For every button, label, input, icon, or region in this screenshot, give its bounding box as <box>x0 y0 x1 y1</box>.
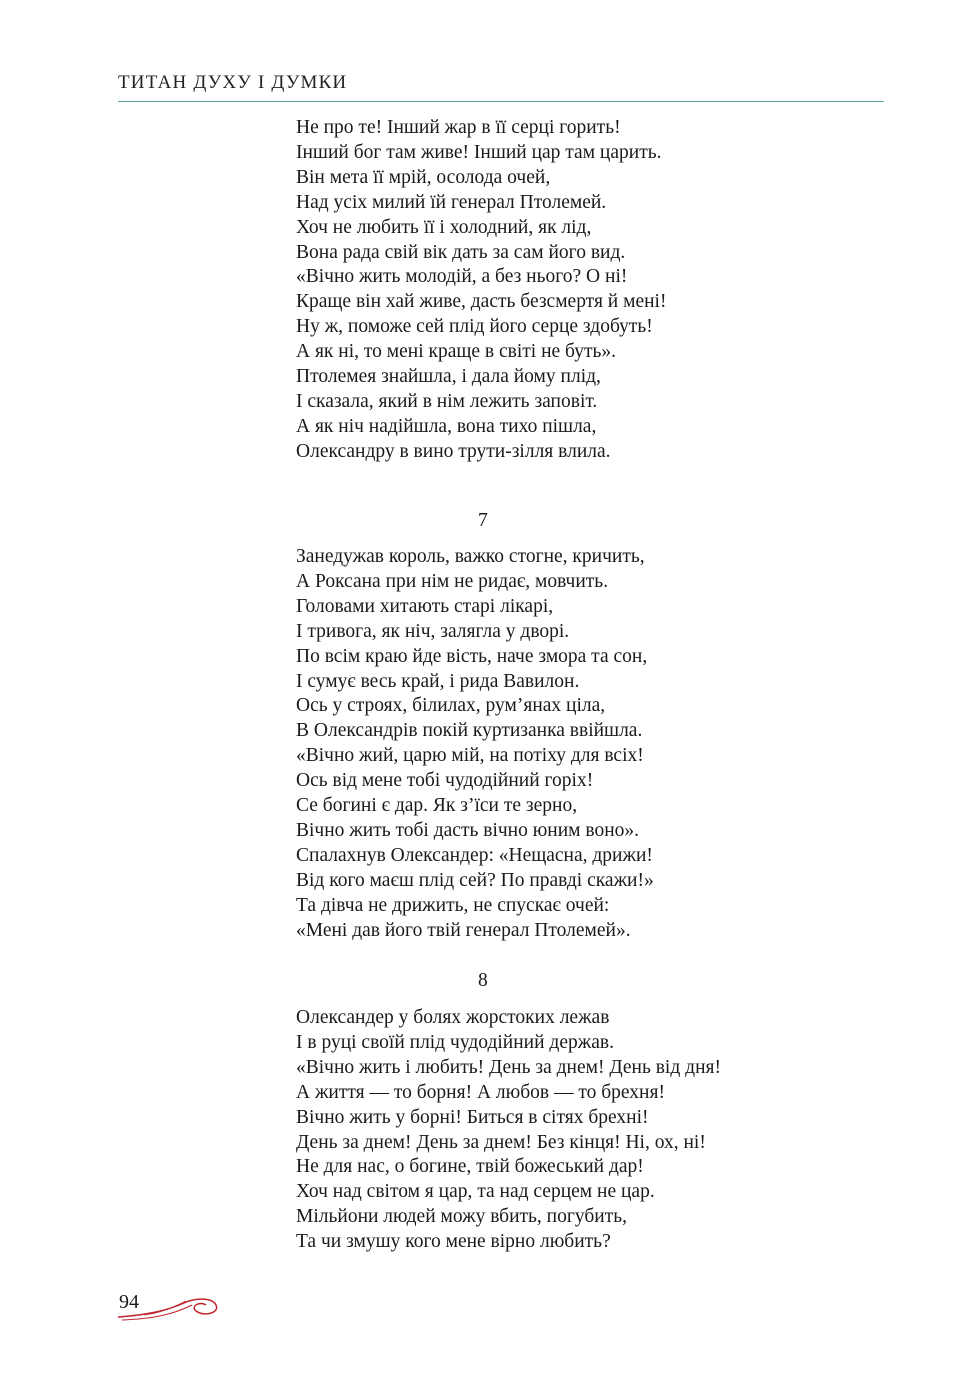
verse-line: «Вічно жить і любить! День за днем! День від дня! <box>296 1056 721 1078</box>
verse-line: Занедужав король, важко стогне, кричить, <box>296 546 645 567</box>
header-divider <box>118 101 884 102</box>
verse-line: І сказала, який в нім лежить заповіт. <box>296 390 598 412</box>
verse-line: Не про те! Інший жар в її серці горить! <box>296 117 621 138</box>
verse-line: «Мені дав його твій генерал Птолемей». <box>296 919 631 941</box>
verse-line: Мільйони людей можу вбить, погубить, <box>296 1206 628 1228</box>
verse-line: «Вічно жий, царю мій, на потіху для всіх! <box>296 745 644 767</box>
stanza-6-continued <box>296 116 666 465</box>
verse-line: Вічно жить тобі дасть вічно юним воно». <box>296 819 640 841</box>
verse-line: Над усіх милий їй генерал Птолемей. <box>296 191 607 213</box>
verse-line: Хоч над світом я цар, та над серцем не цар. <box>296 1181 655 1203</box>
verse-line: В Олександрів покій куртизанка ввійшла. <box>296 720 643 742</box>
verse-line: Не для нас, о богине, твій божеський дар! <box>296 1156 644 1178</box>
verse-line: Хоч не любить її і холодний, як лід, <box>296 216 592 238</box>
verse-line: Від кого маєш плід сей? По правді скажи!» <box>296 869 654 891</box>
verse-line: Ну ж, поможе сей плід його серце здобуть! <box>296 316 653 338</box>
verse-line: Птолемея знайшла, і дала йому плід, <box>296 366 601 388</box>
verse-line: По всім краю йде вість, наче змора та сон, <box>296 645 648 667</box>
stanza-8 <box>296 1006 721 1255</box>
verse-line: А життя — то борня! А любов — то брехня! <box>296 1081 665 1103</box>
verse-line: Він мета її мрій, осолода очей, <box>296 166 551 188</box>
stanza-7 <box>296 545 654 944</box>
verse-line: «Вічно жить молодій, а без нього? О ні! <box>296 266 628 288</box>
verse-line: День за днем! День за днем! Без кінця! Ні, ох, ні! <box>296 1131 706 1153</box>
verse-line: А Роксана при нім не ридає, мовчить. <box>296 570 609 592</box>
verse-line: Вона рада свій вік дать за сам його вид. <box>296 241 626 263</box>
verse-line: Олександер у болях жорстоких лежав <box>296 1007 610 1028</box>
verse-line: Се богині є дар. Як з’їси те зерно, <box>296 795 578 817</box>
verse-line: Головами хитають старі лікарі, <box>296 595 554 617</box>
verse-line: Ось від мене тобі чудодійний горіх! <box>296 770 594 792</box>
verse-line: Краще він хай живе, дасть безсмертя й мені! <box>296 291 667 313</box>
verse-line: Олександру в вино трути-зілля влила. <box>296 440 611 462</box>
verse-line: Ось у строях, білилах, рум’янах ціла, <box>296 695 606 717</box>
running-header: ТИТАН ДУХУ І ДУМКИ <box>118 72 348 93</box>
verse-line: Та дівча не дрижить, не спускає очей: <box>296 894 610 916</box>
verse-line: І тривога, як ніч, залягла у дворі. <box>296 620 570 642</box>
verse-line: Вічно жить у борні! Биться в сітях брехні! <box>296 1106 649 1128</box>
verse-line: А як ніч надійшла, вона тихо пішла, <box>296 415 597 437</box>
verse-line: Спалахнув Олександер: «Нещасна, дрижи! <box>296 844 653 866</box>
section-number-7: 7 <box>478 510 488 531</box>
verse-line: Та чи змушу кого мене вірно любить? <box>296 1231 611 1253</box>
verse-line: І в руці своїй плід чудодійний держав. <box>296 1031 614 1053</box>
decorative-flourish-icon <box>116 1293 226 1323</box>
verse-line: Інший бог там живе! Інший цар там царить. <box>296 141 662 163</box>
verse-line: І сумує весь край, і рида Вавилон. <box>296 670 580 692</box>
page-number: 94 <box>119 1291 139 1313</box>
section-number-8: 8 <box>478 970 488 991</box>
verse-line: А як ні, то мені краще в світі не буть». <box>296 341 617 363</box>
